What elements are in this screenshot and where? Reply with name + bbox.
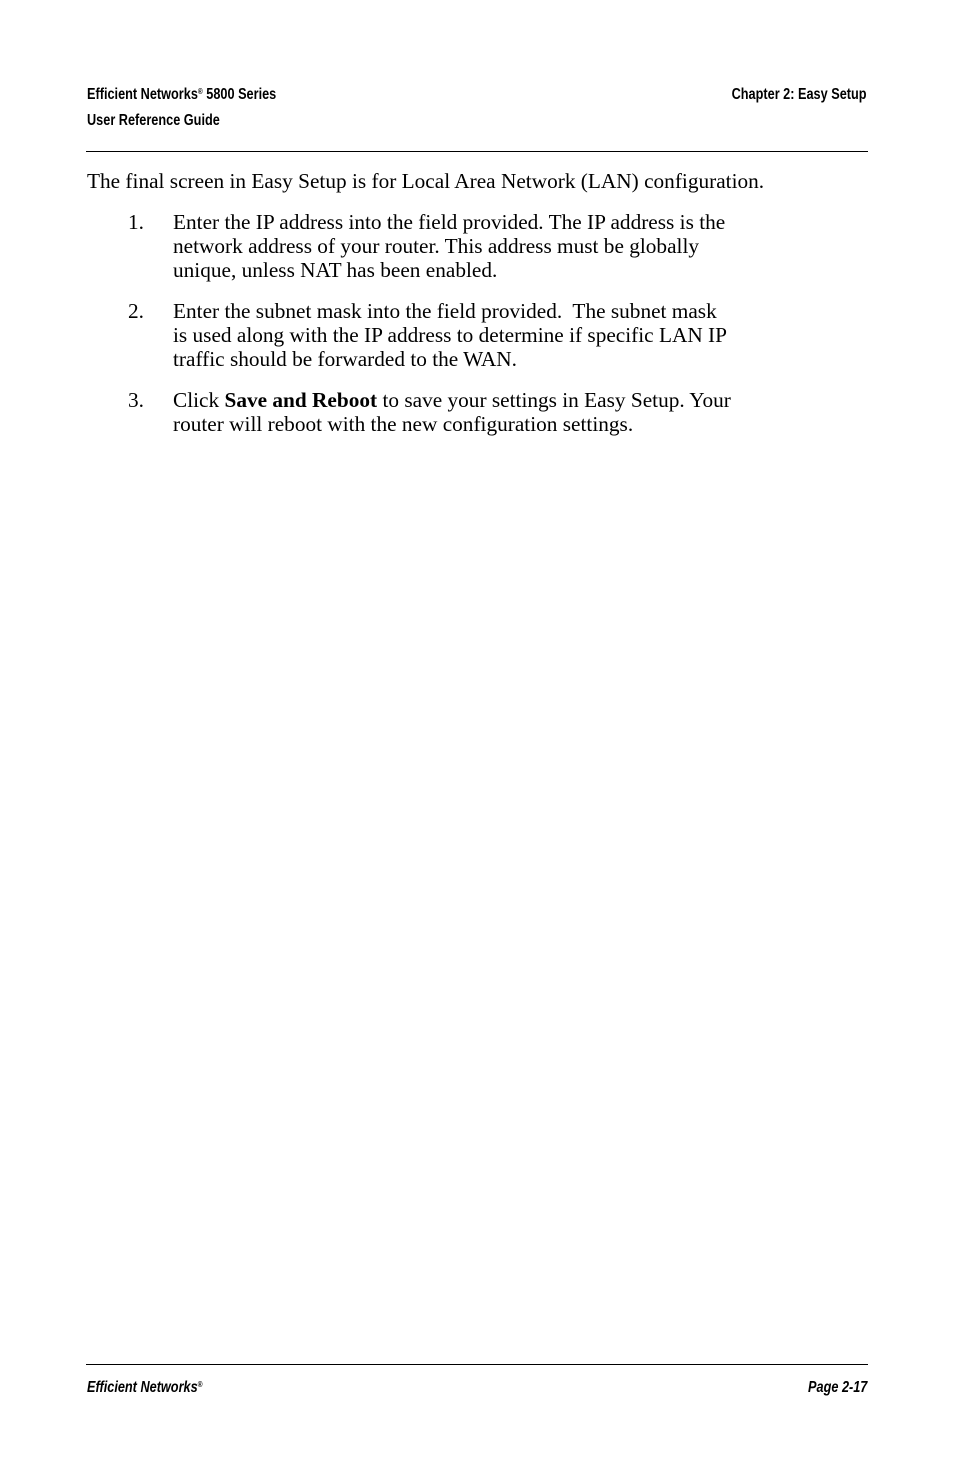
step-text-after: to save your settings in Easy Setup. Your router will reboot with the new configuration settings.	[173, 388, 737, 436]
registered-mark: ®	[197, 87, 203, 96]
step-number: 3.	[128, 388, 144, 412]
list-item	[87, 210, 733, 282]
header-chapter: Chapter 2: Easy Setup	[732, 86, 867, 103]
list-item	[87, 299, 733, 371]
step-text: Enter the subnet mask into the field provided. The subnet mask is used along with the IP address to determine if specific LAN IP traffic should be forwarded to the WAN.	[173, 299, 732, 371]
footer-rule	[86, 1364, 868, 1365]
header-guide: User Reference Guide	[87, 112, 220, 129]
page-body	[87, 169, 877, 453]
step-text: Enter the IP address into the field provided. The IP address is the network address of your router. This address must be globally unique, unless NAT has been enabled.	[173, 210, 726, 282]
intro-paragraph: The final screen in Easy Setup is for Local Area Network (LAN) configuration.	[87, 169, 765, 193]
header-left	[87, 82, 276, 134]
footer-brand: Efficient Networks	[87, 1379, 198, 1396]
list-item	[87, 388, 737, 436]
header-rule	[86, 151, 868, 152]
save-and-reboot-label: Save and Reboot	[224, 388, 378, 412]
page-number: Page 2-17	[807, 1379, 867, 1396]
step-number: 2.	[128, 299, 144, 323]
registered-mark: ®	[197, 1380, 203, 1389]
header-series: 5800 Series	[202, 86, 277, 103]
header-brand: Efficient Networks	[87, 86, 198, 103]
footer-brand-block	[87, 1375, 203, 1401]
step-text-before: Click	[173, 388, 225, 412]
header-product-line	[87, 82, 276, 108]
step-number: 1.	[128, 210, 144, 234]
steps-list	[87, 210, 877, 436]
